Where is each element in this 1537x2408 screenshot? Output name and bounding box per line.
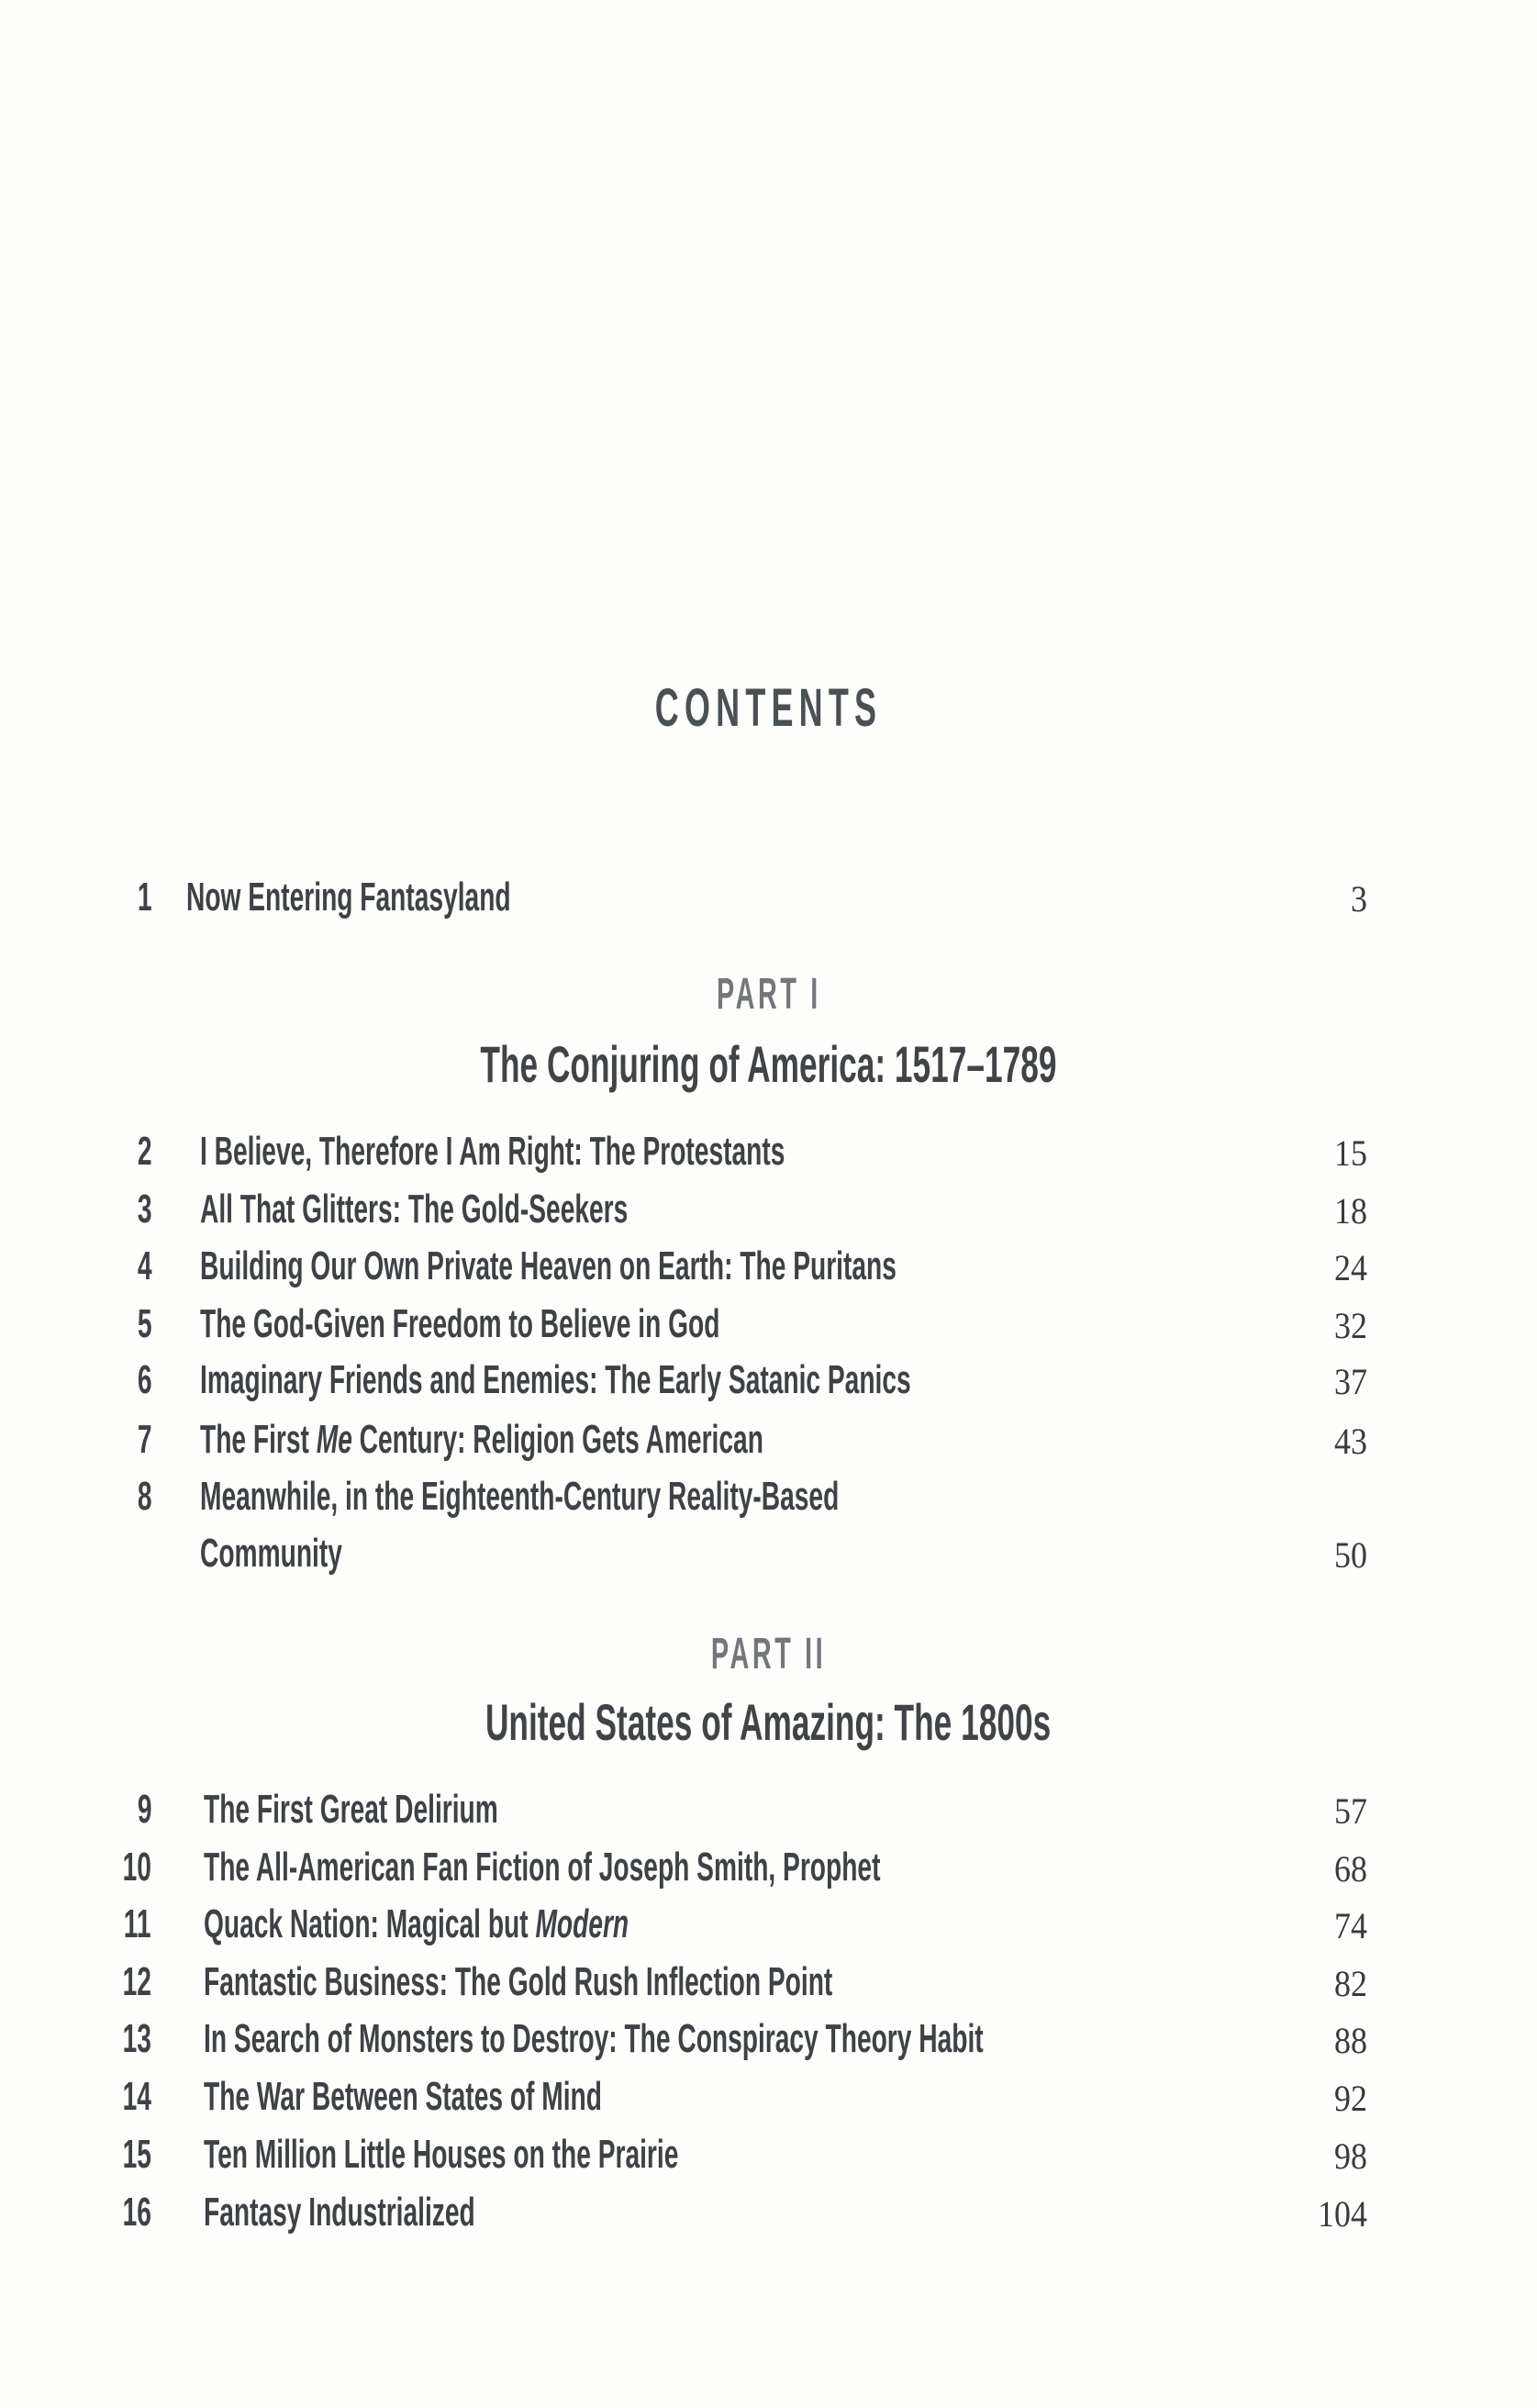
- toc-entry[interactable]: [0, 2129, 1537, 2175]
- toc-entry[interactable]: [0, 2071, 1537, 2117]
- toc-entry[interactable]: [0, 1899, 1537, 1945]
- contents-heading: [0, 678, 1537, 738]
- chapter-number: 13: [122, 2016, 151, 2061]
- chapter-title[interactable]: [204, 1901, 629, 1946]
- toc-entry[interactable]: [0, 1126, 1537, 1172]
- page-number: 82: [1334, 1963, 1367, 2004]
- toc-entry[interactable]: [0, 1956, 1537, 2002]
- chapter-title[interactable]: Meanwhile, in the Eighteenth-Century Reality-Based: [200, 1474, 840, 1519]
- part-label-text: PART II: [710, 1630, 827, 1678]
- chapter-title[interactable]: All That Glitters: The Gold-Seekers: [200, 1187, 629, 1232]
- chapter-number: 2: [137, 1129, 151, 1174]
- toc-entry[interactable]: [0, 1241, 1537, 1287]
- chapter-title[interactable]: Ten Million Little Houses on the Prairie: [204, 2132, 679, 2177]
- chapter-title[interactable]: Now Entering Fantasyland: [186, 875, 511, 920]
- part-title: [0, 1693, 1537, 1751]
- page-number: 50: [1334, 1534, 1367, 1576]
- page-number: 57: [1334, 1790, 1367, 1832]
- chapter-title[interactable]: The All-American Fan Fiction of Joseph Smith, Prophet: [204, 1845, 881, 1890]
- page-number: 43: [1334, 1421, 1367, 1462]
- chapter-number: 12: [122, 1959, 151, 2004]
- chapter-number: 8: [137, 1474, 151, 1519]
- chapter-title[interactable]: [200, 1417, 763, 1462]
- page-number: 37: [1334, 1361, 1367, 1402]
- chapter-number: 16: [122, 2190, 151, 2235]
- chapter-title[interactable]: Fantasy Industrialized: [204, 2190, 475, 2235]
- chapter-number: 9: [137, 1787, 151, 1832]
- chapter-number: 1: [137, 875, 151, 920]
- chapter-title-part: Quack Nation: Magical but: [204, 1901, 536, 1946]
- page-number: 18: [1334, 1190, 1367, 1232]
- page-number: 3: [1351, 878, 1367, 920]
- chapter-title-italic: Me: [316, 1417, 352, 1462]
- page-number: 98: [1334, 2135, 1367, 2177]
- toc-entry[interactable]: [0, 872, 1537, 918]
- page-number: 24: [1334, 1247, 1367, 1288]
- chapter-title-part: Century: Religion Gets American: [351, 1417, 763, 1462]
- page-number: 74: [1334, 1905, 1367, 1946]
- chapter-title[interactable]: In Search of Monsters to Destroy: The Conspiracy Theory Habit: [204, 2016, 984, 2061]
- chapter-number: 4: [137, 1243, 151, 1288]
- page-number: 88: [1334, 2020, 1367, 2061]
- contents-heading-text: CONTENTS: [654, 678, 883, 738]
- toc-entry[interactable]: [0, 1184, 1537, 1230]
- toc-entry[interactable]: [0, 1842, 1537, 1888]
- chapter-title-part: The First: [200, 1417, 317, 1462]
- chapter-number: 3: [137, 1187, 151, 1232]
- chapter-number: 14: [122, 2074, 151, 2119]
- chapter-number: 15: [122, 2132, 151, 2177]
- part-label: [0, 970, 1537, 1019]
- chapter-title-italic: Modern: [535, 1901, 629, 1946]
- chapter-number: 11: [124, 1901, 151, 1946]
- chapter-title[interactable]: I Believe, Therefore I Am Right: The Protestants: [200, 1129, 785, 1174]
- chapter-number: 5: [137, 1301, 151, 1346]
- chapter-title[interactable]: The God-Given Freedom to Believe in God: [200, 1301, 720, 1346]
- page-number: 32: [1334, 1305, 1367, 1346]
- toc-entry[interactable]: [0, 1354, 1537, 1400]
- part-title-text: United States of Amazing: The 1800s: [485, 1693, 1052, 1751]
- chapter-title[interactable]: Imaginary Friends and Enemies: The Early Satanic Panics: [200, 1357, 911, 1402]
- toc-entry[interactable]: [0, 2013, 1537, 2059]
- chapter-number: 10: [122, 1845, 151, 1890]
- chapter-number: 7: [137, 1417, 151, 1462]
- part-label-text: PART I: [716, 970, 821, 1019]
- chapter-number: 6: [137, 1357, 151, 1402]
- toc-entry-continuation[interactable]: [0, 1528, 1537, 1574]
- toc-entry[interactable]: [0, 1414, 1537, 1460]
- page-number: 92: [1334, 2078, 1367, 2119]
- chapter-title[interactable]: Building Our Own Private Heaven on Earth: The Puritans: [200, 1243, 897, 1288]
- part-title-text: The Conjuring of America: 1517–1789: [480, 1035, 1057, 1093]
- chapter-title-continued[interactable]: Community: [200, 1531, 342, 1576]
- chapter-title[interactable]: Fantastic Business: The Gold Rush Inflection Point: [204, 1959, 833, 2004]
- chapter-title[interactable]: The War Between States of Mind: [204, 2074, 602, 2119]
- chapter-title[interactable]: The First Great Delirium: [204, 1787, 498, 1832]
- page-number: 68: [1334, 1848, 1367, 1890]
- toc-entry[interactable]: [0, 2187, 1537, 2233]
- toc-entry[interactable]: [0, 1471, 1537, 1517]
- page-number: 15: [1334, 1132, 1367, 1174]
- part-title: [0, 1035, 1537, 1093]
- part-label: [0, 1630, 1537, 1678]
- page-number: 104: [1318, 2193, 1367, 2235]
- toc-entry[interactable]: [0, 1299, 1537, 1344]
- toc-entry[interactable]: [0, 1784, 1537, 1830]
